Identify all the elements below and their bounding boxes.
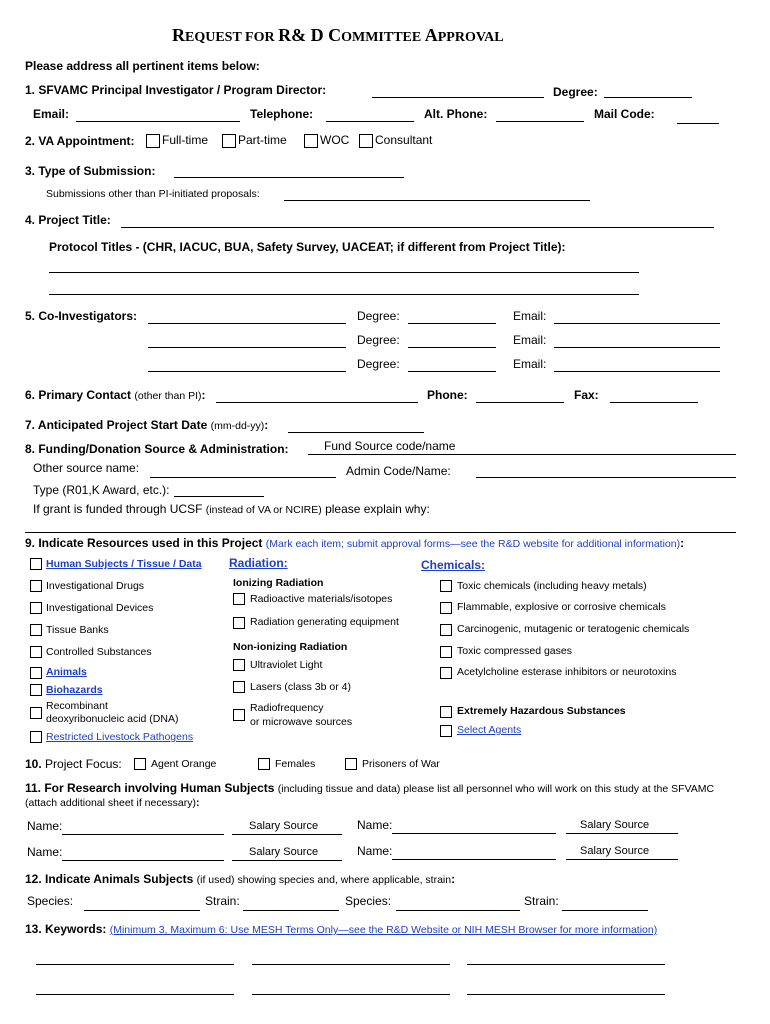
recombinant-label: Recombinant: [46, 700, 108, 712]
project-focus-label: [25, 757, 122, 771]
toxic-chemicals-label: Toxic chemicals (including heavy metals): [457, 580, 647, 592]
species-field-1[interactable]: [84, 910, 200, 911]
resources-paren: (Mark each item; submit approval forms—see the R&D website for additional information): [265, 538, 681, 550]
tissue-banks-checkbox[interactable]: [30, 624, 42, 636]
full-time-label: Full-time: [162, 133, 209, 147]
title-part: PPROVAL: [437, 30, 504, 45]
species-label-1: Species:: [27, 894, 74, 908]
compressed-gases-checkbox[interactable]: [440, 646, 452, 658]
co-investigators-label: 5. Co-Investigators:: [25, 309, 138, 323]
keyword-field-6[interactable]: [467, 994, 665, 995]
co-degree-label-1: Degree:: [357, 309, 400, 323]
start-date-field[interactable]: [288, 432, 424, 433]
title-part: R: [172, 25, 185, 45]
agent-orange-label: Agent Orange: [151, 758, 217, 770]
start-date-label: [25, 418, 268, 432]
ucsf-text: If grant is funded through UCSF: [33, 502, 203, 516]
co-email-field-2[interactable]: [554, 347, 720, 348]
keywords-text: 13. Keywords:: [25, 922, 107, 936]
co-email-field-3[interactable]: [554, 371, 720, 372]
extremely-hazardous-checkbox[interactable]: [440, 706, 452, 718]
other-submissions-label: Submissions other than PI-initiated proposals:: [46, 188, 260, 200]
personnel-name-field-4[interactable]: [392, 859, 556, 860]
prisoners-of-war-checkbox[interactable]: [345, 758, 357, 770]
controlled-substances-checkbox[interactable]: [30, 646, 42, 658]
salary-source-field-4[interactable]: [566, 859, 678, 860]
primary-contact-text: 6. Primary Contact: [25, 388, 132, 402]
title-part: EQUEST FOR: [185, 30, 279, 45]
contact-fax-field[interactable]: [610, 402, 698, 403]
human-research-attach-text: (attach additional sheet if necessary): [25, 797, 197, 809]
keywords-heading: [25, 922, 657, 936]
contact-phone-label: Phone:: [427, 388, 468, 402]
admin-code-field[interactable]: [476, 477, 736, 478]
ucsf-text-2: please explain why:: [325, 502, 430, 516]
submission-type-field[interactable]: [174, 177, 404, 178]
pi-mail-code-label: Mail Code:: [594, 107, 655, 121]
co-degree-label-2: Degree:: [357, 333, 400, 347]
project-title-label: 4. Project Title:: [25, 213, 111, 227]
personnel-name-label-1: Name:: [27, 819, 63, 833]
fund-source-label: Fund Source code/name: [324, 439, 456, 453]
personnel-name-label-4: Name:: [357, 844, 393, 858]
project-focus-text: Project Focus:: [45, 757, 122, 771]
lasers-checkbox[interactable]: [233, 681, 245, 693]
flammable-chemicals-label: Flammable, explosive or corrosive chemicals: [457, 601, 666, 613]
radioactive-materials-checkbox[interactable]: [233, 593, 245, 605]
ultraviolet-light-checkbox[interactable]: [233, 659, 245, 671]
personnel-name-field-1[interactable]: [62, 834, 224, 835]
salary-source-label-1: Salary Source: [249, 820, 319, 832]
animals-checkbox[interactable]: [30, 667, 42, 679]
co-email-label-2: Email:: [513, 333, 547, 347]
radiation-equipment-checkbox[interactable]: [233, 617, 245, 629]
keyword-field-5[interactable]: [252, 994, 450, 995]
select-agents-link[interactable]: Select Agents: [457, 724, 522, 736]
co-degree-field-3[interactable]: [408, 371, 496, 372]
animal-subjects-colon: :: [451, 872, 456, 886]
salary-source-field-2[interactable]: [566, 833, 678, 834]
primary-contact-label: [25, 388, 206, 402]
pi-degree-label: Degree:: [553, 85, 598, 99]
pi-name-field[interactable]: [372, 97, 544, 98]
personnel-name-label-2: Name:: [357, 818, 393, 832]
other-source-field[interactable]: [150, 477, 336, 478]
carcinogenic-chemicals-checkbox[interactable]: [440, 624, 452, 636]
tissue-banks-label: Tissue Banks: [46, 624, 109, 636]
non-ionizing-radiation-heading: Non-ionizing Radiation: [233, 641, 348, 653]
pi-mail-code-field[interactable]: [677, 123, 719, 124]
investigational-devices-label: Investigational Devices: [46, 602, 154, 614]
controlled-substances-label: Controlled Substances: [46, 646, 152, 658]
submission-type-label: 3. Type of Submission:: [25, 164, 156, 178]
part-time-checkbox[interactable]: [222, 134, 236, 148]
ionizing-radiation-heading: Ionizing Radiation: [233, 577, 324, 589]
human-research-paren: (including tissue and data) please list all personnel who will work on this study at the SFVAMC: [277, 783, 715, 795]
co-investigator-name-1[interactable]: [148, 323, 346, 324]
salary-source-field-1[interactable]: [232, 834, 342, 835]
intro-text: Please address all pertinent items below:: [25, 59, 260, 73]
livestock-pathogens-checkbox[interactable]: [30, 731, 42, 743]
contact-phone-field[interactable]: [476, 402, 564, 403]
agent-orange-checkbox[interactable]: [134, 758, 146, 770]
carcinogenic-chemicals-label: Carcinogenic, mutagenic or teratogenic chemicals: [457, 623, 690, 635]
full-time-checkbox[interactable]: [146, 134, 160, 148]
funding-label: 8. Funding/Donation Source & Administration:: [25, 442, 289, 456]
lasers-label: Lasers (class 3b or 4): [250, 681, 351, 693]
co-email-field-1[interactable]: [554, 323, 720, 324]
neurotoxins-label: Acetylcholine esterase inhibitors or neurotoxins: [457, 666, 677, 678]
ucsf-paren: (instead of VA or NCIRE): [205, 504, 322, 516]
salary-source-label-3: Salary Source: [249, 846, 319, 858]
investigational-drugs-checkbox[interactable]: [30, 580, 42, 592]
fund-source-field[interactable]: [308, 454, 736, 455]
part-time-label: Part-time: [238, 133, 287, 147]
consultant-label: Consultant: [375, 133, 433, 147]
biohazards-checkbox[interactable]: [30, 684, 42, 696]
keyword-field-1[interactable]: [36, 964, 234, 965]
primary-contact-paren: (other than PI): [134, 390, 202, 402]
strain-field-2[interactable]: [562, 910, 648, 911]
species-field-2[interactable]: [396, 910, 520, 911]
human-research-text: 11. For Research involving Human Subjects: [25, 781, 275, 795]
title-part: R& D C: [278, 25, 342, 45]
co-degree-field-2[interactable]: [408, 347, 496, 348]
ucsf-label: [33, 502, 430, 516]
admin-code-label: Admin Code/Name:: [346, 464, 451, 478]
species-label-2: Species:: [345, 894, 392, 908]
co-email-label-1: Email:: [513, 309, 547, 323]
animal-subjects-paren: (if used) showing species and, where applicable, strain: [196, 874, 452, 886]
pi-email-field[interactable]: [76, 121, 240, 122]
consultant-checkbox[interactable]: [359, 134, 373, 148]
salary-source-label-2: Salary Source: [580, 819, 650, 831]
human-subjects-checkbox[interactable]: [30, 558, 42, 570]
recombinant-label-2: deoxyribonucleic acid (DNA): [46, 713, 179, 725]
toxic-chemicals-checkbox[interactable]: [440, 580, 452, 592]
personnel-name-field-2[interactable]: [392, 833, 556, 834]
select-agents-checkbox[interactable]: [440, 725, 452, 737]
mesh-info-link[interactable]: (Minimum 3, Maximum 6: Use MESH Terms Only—see the R&D Website or NIH MESH Browser for more information): [109, 924, 658, 936]
extremely-hazardous-label: Extremely Hazardous Substances: [457, 705, 626, 717]
co-investigator-name-2[interactable]: [148, 347, 346, 348]
strain-label-2: Strain:: [524, 894, 559, 908]
start-date-paren: (mm-dd-yy): [210, 420, 265, 432]
page-title: [172, 25, 504, 46]
salary-source-label-4: Salary Source: [580, 845, 650, 857]
co-degree-label-3: Degree:: [357, 357, 400, 371]
pi-alt-phone-field[interactable]: [496, 121, 584, 122]
radiation-equipment-label: Radiation generating equipment: [250, 616, 399, 628]
va-appointment-label: 2. VA Appointment:: [25, 134, 135, 148]
keyword-field-2[interactable]: [252, 964, 450, 965]
animals-link[interactable]: Animals: [46, 666, 87, 678]
personnel-name-field-3[interactable]: [62, 860, 224, 861]
primary-contact-colon: :: [201, 388, 206, 402]
pi-telephone-field[interactable]: [326, 121, 414, 122]
pi-degree-field[interactable]: [604, 97, 692, 98]
compressed-gases-label: Toxic compressed gases: [457, 645, 572, 657]
personnel-name-label-3: Name:: [27, 845, 63, 859]
livestock-pathogens-link[interactable]: Restricted Livestock Pathogens: [46, 731, 194, 743]
females-checkbox[interactable]: [258, 758, 270, 770]
radiation-link[interactable]: Radiation:: [229, 556, 288, 570]
resources-text: 9. Indicate Resources used in this Project: [25, 536, 263, 550]
pi-email-label: Email:: [33, 107, 70, 121]
co-email-label-3: Email:: [513, 357, 547, 371]
keyword-field-3[interactable]: [467, 964, 665, 965]
ultraviolet-light-label: Ultraviolet Light: [250, 659, 323, 671]
recombinant-dna-checkbox[interactable]: [30, 707, 42, 719]
start-date-colon: :: [264, 418, 269, 432]
radiofrequency-label: Radiofrequency: [250, 702, 324, 714]
chemicals-link[interactable]: Chemicals:: [421, 558, 486, 572]
other-submissions-field[interactable]: [284, 200, 590, 201]
woc-checkbox[interactable]: [304, 134, 318, 148]
ucsf-explain-field[interactable]: [25, 532, 736, 533]
investigational-devices-checkbox[interactable]: [30, 602, 42, 614]
co-investigator-name-3[interactable]: [148, 371, 346, 372]
females-label: Females: [275, 758, 316, 770]
title-part: OMMITTEE: [341, 30, 425, 45]
human-research-heading: [25, 781, 714, 795]
woc-label: WOC: [320, 133, 350, 147]
co-degree-field-1[interactable]: [408, 323, 496, 324]
radioactive-materials-label: Radioactive materials/isotopes: [250, 593, 393, 605]
investigational-drugs-label: Investigational Drugs: [46, 580, 145, 592]
protocol-titles-label: Protocol Titles - (CHR, IACUC, BUA, Safety Survey, UACEAT; if different from Project Title):: [49, 240, 566, 254]
animal-subjects-heading: [25, 872, 455, 886]
prisoners-of-war-label: Prisoners of War: [362, 758, 440, 770]
project-focus-number: 10.: [25, 757, 42, 771]
salary-source-field-3[interactable]: [232, 860, 342, 861]
start-date-text: 7. Anticipated Project Start Date: [25, 418, 208, 432]
pi-telephone-label: Telephone:: [250, 107, 314, 121]
strain-field-1[interactable]: [243, 910, 339, 911]
neurotoxins-checkbox[interactable]: [440, 667, 452, 679]
human-research-attach: [25, 797, 200, 809]
contact-fax-label: Fax:: [574, 388, 599, 402]
protocol-titles-field-1[interactable]: [49, 272, 639, 273]
funding-type-field[interactable]: [174, 496, 264, 497]
funding-type-label: Type (R01,K Award, etc.):: [33, 483, 170, 497]
resources-colon: :: [680, 536, 685, 550]
primary-contact-field[interactable]: [216, 402, 418, 403]
strain-label-1: Strain:: [205, 894, 240, 908]
pi-alt-phone-label: Alt. Phone:: [424, 107, 488, 121]
human-research-colon: :: [196, 797, 200, 809]
project-title-field[interactable]: [121, 227, 714, 228]
pi-label: 1. SFVAMC Principal Investigator / Program Director:: [25, 83, 327, 97]
biohazards-link[interactable]: Biohazards: [46, 684, 103, 696]
other-source-label: Other source name:: [33, 461, 140, 475]
protocol-titles-field-2[interactable]: [49, 294, 639, 295]
flammable-chemicals-checkbox[interactable]: [440, 602, 452, 614]
animal-subjects-text: 12. Indicate Animals Subjects: [25, 872, 194, 886]
resources-heading: [25, 536, 684, 550]
radiofrequency-label-2: or microwave sources: [250, 716, 353, 728]
human-subjects-link[interactable]: Human Subjects / Tissue / Data: [46, 558, 202, 570]
title-part: A: [424, 25, 438, 45]
radiofrequency-checkbox[interactable]: [233, 709, 245, 721]
keyword-field-4[interactable]: [36, 994, 234, 995]
